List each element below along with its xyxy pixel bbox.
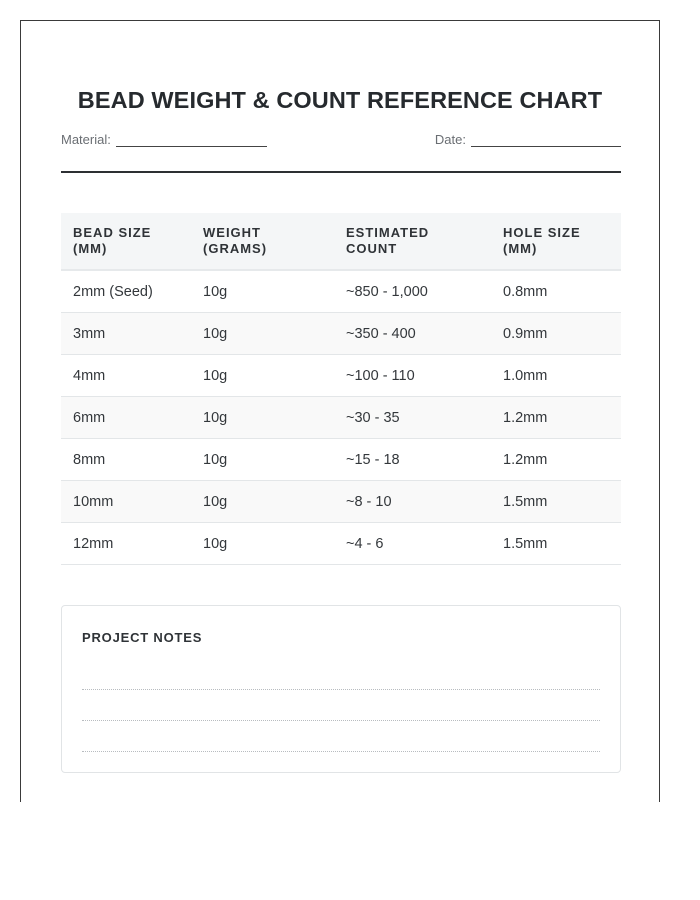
cell-weight: 10g bbox=[191, 439, 334, 481]
cell-bead-size: 2mm (Seed) bbox=[61, 270, 191, 313]
cell-hole-size: 0.9mm bbox=[491, 313, 621, 355]
cell-bead-size: 3mm bbox=[61, 313, 191, 355]
cell-hole-size: 1.5mm bbox=[491, 523, 621, 565]
material-field bbox=[61, 132, 267, 147]
column-header-line: (GRAMS) bbox=[203, 241, 268, 256]
cell-bead-size: 12mm bbox=[61, 523, 191, 565]
cell-hole-size: 0.8mm bbox=[491, 270, 621, 313]
material-label: Material: bbox=[61, 132, 111, 147]
column-header-bead-size bbox=[61, 213, 191, 270]
header-fields bbox=[61, 132, 621, 152]
cell-estimated-count: ~8 - 10 bbox=[334, 481, 491, 523]
cell-weight: 10g bbox=[191, 397, 334, 439]
note-writing-line[interactable] bbox=[82, 751, 600, 752]
cell-estimated-count: ~15 - 18 bbox=[334, 439, 491, 481]
column-header-line: (MM) bbox=[503, 241, 538, 256]
table-row bbox=[61, 481, 621, 523]
column-header-line: ESTIMATED bbox=[346, 225, 430, 240]
cell-hole-size: 1.2mm bbox=[491, 397, 621, 439]
cell-estimated-count: ~30 - 35 bbox=[334, 397, 491, 439]
cell-bead-size: 8mm bbox=[61, 439, 191, 481]
header-divider bbox=[61, 171, 621, 173]
bead-reference-table bbox=[61, 213, 621, 565]
column-header-line: COUNT bbox=[346, 241, 398, 256]
project-notes-title: PROJECT NOTES bbox=[82, 630, 203, 645]
reference-sheet bbox=[20, 20, 660, 802]
column-header-weight bbox=[191, 213, 334, 270]
cell-weight: 10g bbox=[191, 523, 334, 565]
table-row bbox=[61, 270, 621, 313]
cell-weight: 10g bbox=[191, 270, 334, 313]
table-row bbox=[61, 313, 621, 355]
table-row bbox=[61, 355, 621, 397]
column-header-line: WEIGHT bbox=[203, 225, 261, 240]
cell-estimated-count: ~350 - 400 bbox=[334, 313, 491, 355]
cell-bead-size: 6mm bbox=[61, 397, 191, 439]
cell-estimated-count: ~850 - 1,000 bbox=[334, 270, 491, 313]
table-header-row bbox=[61, 213, 621, 270]
column-header-hole-size bbox=[491, 213, 621, 270]
column-header-line: (MM) bbox=[73, 241, 108, 256]
cell-bead-size: 4mm bbox=[61, 355, 191, 397]
cell-weight: 10g bbox=[191, 355, 334, 397]
column-header-estimated-count bbox=[334, 213, 491, 270]
table-row bbox=[61, 397, 621, 439]
table-row bbox=[61, 523, 621, 565]
cell-hole-size: 1.0mm bbox=[491, 355, 621, 397]
cell-bead-size: 10mm bbox=[61, 481, 191, 523]
project-notes-box bbox=[61, 605, 621, 773]
cell-weight: 10g bbox=[191, 313, 334, 355]
date-field bbox=[435, 132, 621, 147]
date-label: Date: bbox=[434, 132, 466, 147]
note-writing-line[interactable] bbox=[82, 720, 600, 721]
cell-hole-size: 1.5mm bbox=[491, 481, 621, 523]
cell-estimated-count: ~4 - 6 bbox=[334, 523, 491, 565]
date-blank-line[interactable] bbox=[471, 132, 621, 147]
column-header-line: BEAD SIZE bbox=[73, 225, 152, 240]
column-header-line: HOLE SIZE bbox=[503, 225, 581, 240]
cell-hole-size: 1.2mm bbox=[491, 439, 621, 481]
material-blank-line[interactable] bbox=[116, 132, 267, 147]
note-writing-line[interactable] bbox=[82, 689, 600, 690]
page-title: BEAD WEIGHT & COUNT REFERENCE CHART bbox=[77, 87, 603, 113]
table-row bbox=[61, 439, 621, 481]
cell-weight: 10g bbox=[191, 481, 334, 523]
cell-estimated-count: ~100 - 110 bbox=[334, 355, 491, 397]
